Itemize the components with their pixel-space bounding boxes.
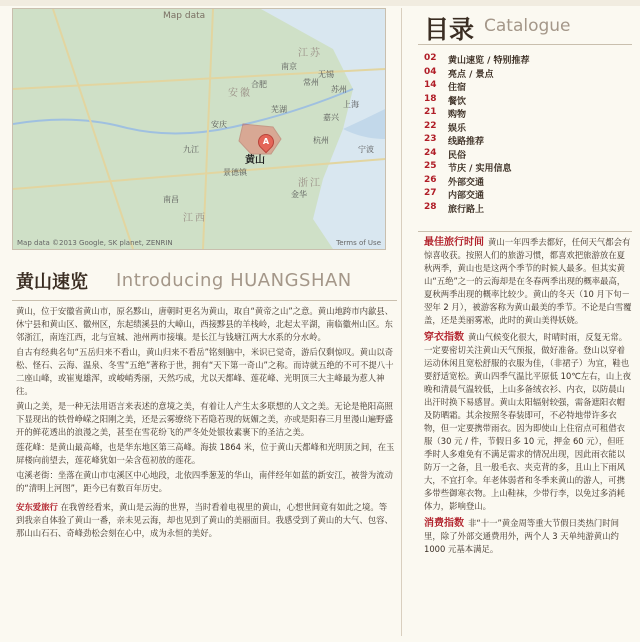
map-city-label: 杭州 (313, 136, 329, 145)
spend-block (424, 517, 632, 556)
catalogue-header (418, 8, 632, 45)
map-city-label[interactable]: 黄山 (245, 155, 265, 166)
map-terms-link[interactable]: Terms of Use (336, 239, 381, 247)
map-province: 安徽 (228, 88, 252, 99)
intro-paragraph: 莲花峰：是黄山最高峰，也是华东地区第三高峰。海拔 1864 米，位于黄山天都峰和光明顶之间，在玉屏楼向前望去，莲花峰犹如一朵含苞初放的莲花。 (16, 442, 395, 465)
best-time-block (424, 236, 632, 327)
map-pin[interactable]: A (255, 131, 278, 154)
toc-item[interactable]: 26 外部交通 (424, 174, 485, 188)
map-city-label: 宁波 (358, 145, 374, 154)
right-column (418, 8, 632, 560)
map-city-label: 景德镇 (223, 168, 247, 177)
spend-text: 非“十一”黄金周等重大节假日类热门时间里，除了外部交通费用外，两个人 3 天单纯游黄山约 1000 元基本满足。 (424, 518, 620, 554)
recommender-name: 安东爱旅行 (16, 502, 58, 512)
map-city-label: 南昌 (163, 195, 179, 204)
section-divider (418, 231, 632, 232)
map-province: 江西 (183, 213, 207, 224)
dress-block (424, 331, 632, 513)
intro-paragraph: 黄山之美，是一种无法用语言来表述的意境之美，有着让人产生太多联想的人文之美。无论是艳阳高照下显现出的铁骨峥嵘之阳刚之美，还是云雾缭绕下若隐若现的妩媚之美，亦或是阳春三月里漫山遍野盛开的鲜花透出的浪漫之美，甚至在雪花纷飞的严冬处处银妆素裹下的圣洁之美。 (16, 401, 393, 437)
intro-paragraph: 屯溪老街：坐落在黄山市屯溪区中心地段，北依四季葱茏的华山，南伴经年如蓝的新安江，被誉为流动的“清明上河图”，距今已有数百年历史。 (16, 470, 393, 493)
toc-item[interactable]: 21 购物 (424, 107, 467, 120)
dress-text: 黄山气候变化很大，时晴时雨，反复无常。一定要密切关注黄山天气预报，做好准备。登山以穿着运动休闲且宽松舒服的衣服为佳，（非裙子）为宜，鞋也要舒适宽松。黄山四季气温比平原低 10℃左右，山上夜晚和清晨气温较低，上山多备绒衣衫、内衣，以防晨山出汗时换下易感冒。黄山太阳辐射较强，需备遮阳衣帽及防晒霜。其余按照冬春装即可，不必特地带许多衣物，但一定要携带雨衣。因为即使山上住宿点可租借衣服（30 元 / 件，节假日多 10 元，押金 60 元），但旺季时人多难免有不满足需求的情况出现，因此雨衣能以防万一之备，且一般毛衣、夹克背的多，且山上下雨风大，不宜打伞。年老体弱者和冬季来黄山的游人，可携多带些御寒衣物。上山鞋袜，少带行李，以免过多消耗体力，影响登山。 (424, 332, 631, 511)
table-of-contents (424, 53, 632, 215)
map-title: Map data (163, 11, 206, 21)
toc-item[interactable]: 24 民俗 (424, 147, 467, 161)
toc-item[interactable]: 28 旅行路上 (424, 201, 485, 215)
toc-item[interactable]: 27 内部交通 (424, 188, 485, 201)
map-city-label: 金华 (291, 190, 307, 199)
map-city-label: 安庆 (211, 120, 227, 129)
intro-paragraph: 自古有经典名句“五岳归来不看山，黄山归来不看岳”铭刻脑中，米识已觉奇，游后仅剩惊叹。黄山以奇松、怪石、云海、温泉、冬雪“五绝”著称于世，拥有“天下第一奇山”之称。而诗就五绝的不可不提八十二座山峰，或崔嵬雄浑，或峻峭秀丽，天然巧成，尤以天都峰、莲花峰、光明顶三大主峰最为惹人神往。 (16, 347, 394, 396)
top-strip (0, 0, 640, 6)
map-city-label: 苏州 (331, 85, 347, 94)
toc-item[interactable]: 02 黄山速览 / 特别推荐 (424, 53, 530, 66)
map-city-label: 嘉兴 (323, 113, 339, 122)
toc-item[interactable]: 25 节庆 / 实用信息 (424, 161, 512, 174)
map-city-label: 常州 (303, 78, 319, 87)
best-time-text: 黄山一年四季去都好，任何天气都会有惊喜收获。按照人们的旅游习惯，都喜欢把旅游放在夏秋两季，黄山也是这两个季节的时候人最多。但其实黄山“五绝”之一的云海却是在冬春两季出现的概率最高，夏秋两季出现的概率比较少。黄山的冬天（10 月下旬－翌年 2 月），被游客称为黄山最美的季节。不论是白雪覆盖，还是美丽雾凇，此时的黄山美得妖娆。 (424, 237, 632, 325)
map[interactable] (12, 8, 386, 250)
best-time-title: 最佳旅行时间 (424, 237, 484, 248)
travel-info (424, 236, 632, 556)
map-province: 浙江 (298, 178, 322, 189)
toc-item[interactable]: 18 餐饮 (424, 93, 467, 107)
intro-title-zh: 黄山速览 (16, 272, 88, 293)
spend-title: 消费指数 (424, 518, 464, 529)
map-city-label: 南京 (281, 62, 297, 71)
map-province: 上海 (343, 100, 359, 109)
map-city-label: 芜湖 (271, 105, 287, 114)
dress-title: 穿衣指数 (424, 332, 464, 343)
map-city-label: 合肥 (251, 80, 267, 89)
catalogue-title-en: Catalogue (484, 16, 571, 36)
map-city-label: 九江 (183, 145, 199, 154)
intro-title-en: Introducing HUANGSHAN (116, 270, 352, 291)
toc-item[interactable]: 23 线路推荐 (424, 134, 485, 147)
map-province: 江苏 (298, 48, 322, 59)
intro-paragraph: 黄山，位于安徽省黄山市，原名黟山，唐朝时更名为黄山，取自“黄帝之山”之意。黄山地跨市内歙县、休宁县和黄山区、徽州区，东起绩溪县的大嶂山，西接黟县的羊栈岭，北起太平湖，南临徽州山区。东邻浙江，南连江西，北与宣城、池州两市接壤。是长江与钱塘江两大水系的分水岭。 (16, 306, 394, 342)
column-divider (401, 8, 402, 636)
catalogue-title-zh: 目录 (424, 15, 475, 44)
left-column (12, 8, 397, 540)
recommendation (16, 501, 395, 540)
toc-item[interactable]: 22 娱乐 (424, 120, 467, 134)
toc-item[interactable]: 14 住宿 (424, 80, 467, 93)
map-credit: Map data ©2013 Google, SK planet, ZENRIN (17, 239, 173, 247)
toc-item[interactable]: 04 亮点 / 景点 (424, 66, 494, 80)
intro-header (12, 260, 397, 301)
map-city-label: 无锡 (318, 70, 334, 79)
recommendation-quote: 在我曾经看来，黄山是云海的世界，当时看着电视里的黄山，心想世间竟有如此之境。等到我亲自体验了黄山一番，亲未见云海，却也见到了黄山的美丽面目。我感受到了黄山的大气、包容、那山山石石、奇峰劲松会刻在心中，成为永恒的美好。 (16, 502, 393, 538)
